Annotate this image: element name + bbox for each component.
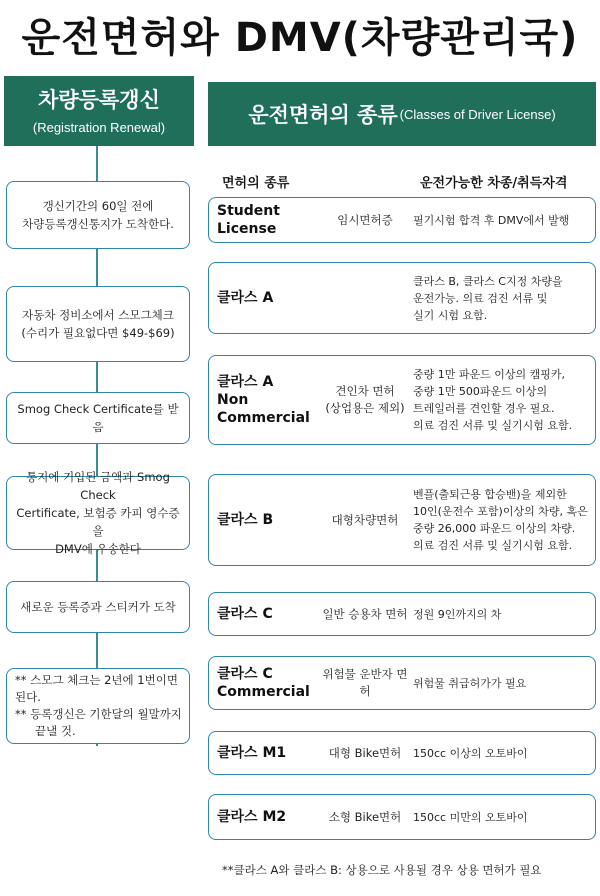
registration-header-subtitle: (Registration Renewal) [32, 120, 166, 135]
step-text: 새로운 등록증과 스티커가 도착 [20, 600, 176, 614]
step-text: 갱신기간의 60일 전에 [42, 199, 154, 213]
license-requirement: 위험물 취급허가가 필요 [413, 676, 527, 690]
license-row-class-a [208, 262, 596, 334]
renewal-step-4 [6, 470, 190, 556]
note-text: 끝낼 것. [35, 724, 76, 738]
license-requirement: 벤플(출퇴근용 합승밴)을 제외한 10인(운전수 포함)이상의 차량, 혹은 중량 26,000 파운드 이상의 차량. 의료 검진 서류 및 실기시험 요함. [413, 488, 588, 552]
column-header-license-type: 면허의 종류 [222, 176, 290, 191]
license-name: 클라스 A Non Commercial [217, 374, 310, 426]
footnote: **클라스 A와 클라스 B: 상용으로 사용될 경우 상용 면허가 필요 [222, 863, 542, 877]
step-text: 자동차 정비소에서 스모그체크 [22, 308, 174, 322]
license-header-title: 운전면허의 종류 [248, 103, 398, 127]
renewal-step-1 [6, 181, 190, 249]
license-requirement: 정원 9인까지의 차 [413, 607, 502, 621]
step-text: DMV에 우송한다 [55, 542, 141, 556]
license-requirement: 클라스 B, 클라스 C지정 차량을 운전가능. 의료 검진 서류 및 실기 시험 요함. [413, 274, 563, 322]
license-classes-header [208, 82, 596, 146]
license-row-class-c-commercial [208, 656, 596, 710]
step-text: 차량등록갱신통지가 도착한다. [22, 217, 174, 231]
license-desc: 일반 승용차 면허 [322, 606, 408, 621]
license-row-student [208, 197, 596, 243]
license-row-class-m2 [208, 794, 596, 840]
step-text: Smog Check Certificate를 받음 [17, 402, 179, 434]
step-text: (수리가 필요없다면 $49-$69) [21, 326, 175, 340]
license-name: 클라스 M2 [217, 809, 287, 825]
note-text: ** 등록갱신은 기한달의 월말까지 [15, 707, 182, 721]
renewal-step-3 [6, 392, 190, 444]
license-row-class-c [208, 592, 596, 636]
page-title: 운전면허와 DMV(차량관리국) [21, 15, 579, 61]
step-text: 통지에 기입된 금액과 Smog Check [26, 470, 170, 502]
license-requirement: 중량 1만 파운드 이상의 캠핑카, 중량 1만 500파운드 이상의 트레일러를 견인할 경우 필요. 의료 검진 서류 및 실기시험 요함. [413, 368, 573, 432]
note-text: ** 스모그 체크는 2년에 1번이면 된다. [15, 673, 178, 704]
license-name: 클라스 M1 [217, 745, 287, 761]
registration-renewal-header [4, 76, 194, 146]
license-row-class-m1 [208, 731, 596, 775]
license-desc: 소형 Bike면허 [328, 809, 402, 824]
license-desc: 대형 Bike면허 [328, 745, 402, 760]
license-name: 클라스 C Commercial [217, 666, 310, 700]
license-desc: 견인차 면허 (상업용은 제외) [325, 384, 405, 415]
license-header-subtitle: (Classes of Driver License) [399, 106, 556, 122]
step-text: Certificate, 보험증 카피 영수증을 [16, 506, 180, 538]
renewal-step-2 [6, 286, 190, 362]
license-row-class-a-noncommercial [208, 355, 596, 445]
license-desc: 위험물 운반자 면허 [322, 667, 408, 698]
license-name: Student License [217, 203, 280, 237]
license-requirement: 150cc 이상의 오토바이 [413, 746, 528, 760]
renewal-note [6, 668, 190, 744]
license-desc: 대형차량면허 [331, 512, 399, 527]
license-requirement: 필기시험 합격 후 DMV에서 발행 [413, 213, 570, 227]
license-name: 클라스 C [217, 606, 273, 622]
license-desc: 임시면허증 [337, 212, 393, 227]
column-header-vehicles: 운전가능한 차종/취득자격 [420, 176, 568, 191]
renewal-step-5 [6, 581, 190, 633]
registration-header-title: 차량등록갱신 [38, 88, 160, 112]
license-name: 클라스 B [217, 512, 274, 528]
license-name: 클라스 A [217, 290, 274, 306]
license-row-class-b [208, 474, 596, 566]
license-requirement: 150cc 미만의 오토바이 [413, 810, 528, 824]
